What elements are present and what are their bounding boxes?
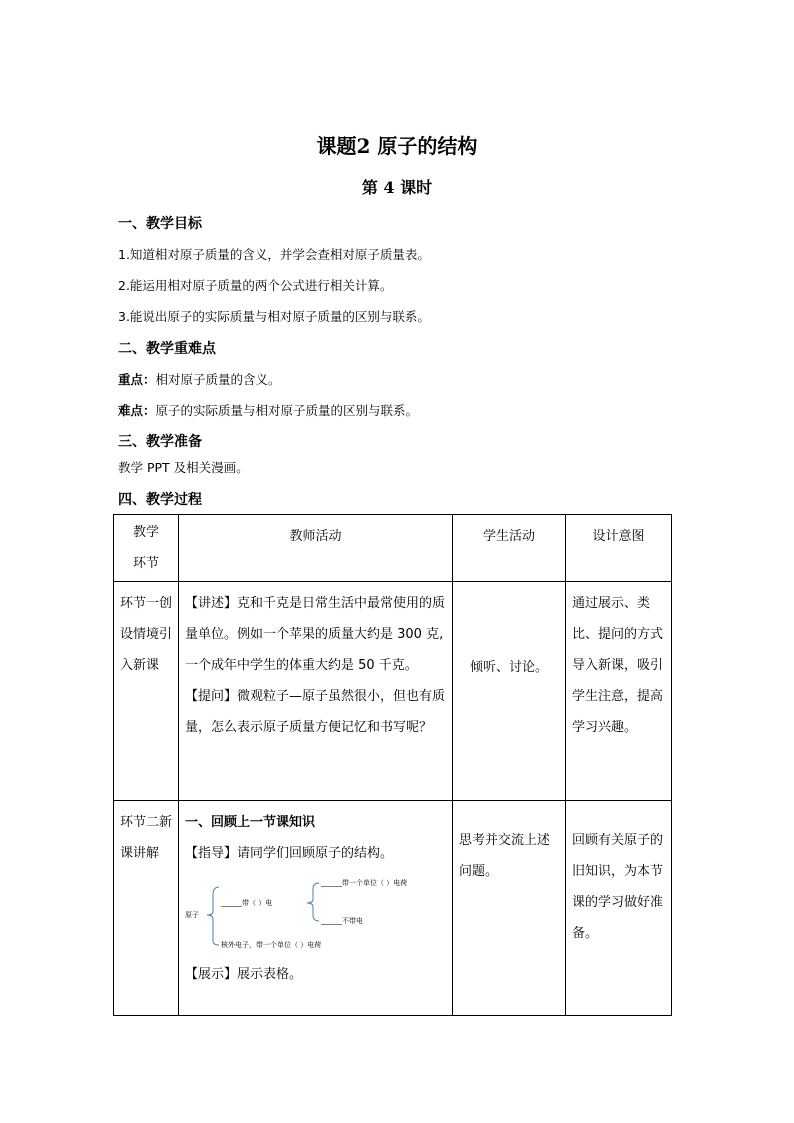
teacher-cell xyxy=(179,582,453,801)
intent-cell: 通过展示、类比、提问的方式导入新课，吸引学生注意，提高学习兴趣。 xyxy=(566,582,672,801)
teacher-paragraph: 【指导】请同学们回顾原子的结构。 xyxy=(185,846,394,861)
atom-structure-diagram xyxy=(185,875,425,955)
keypoints-heading: 二、教学重难点 xyxy=(118,341,216,357)
table-header: 设计意图 xyxy=(566,515,672,582)
diagram-atom-label: 原子 xyxy=(185,911,199,919)
student-cell: 倾听、讨论。 xyxy=(453,582,566,801)
diagram-proton-label: ______带一个单位（ ）电荷 xyxy=(321,879,408,887)
process-table xyxy=(113,514,672,1016)
stage-cell: 环节二新课讲解 xyxy=(114,801,179,1016)
difficult-point-label: 难点： xyxy=(118,403,156,418)
stage-cell: 环节一创设情境引入新课 xyxy=(114,582,179,801)
key-point xyxy=(118,370,281,388)
intent-cell: 回顾有关原子的旧知识，为本节课的学习做好准备。 xyxy=(566,801,672,1016)
goal-item: 3.能说出原子的实际质量与相对原子质量的区别与联系。 xyxy=(118,309,430,324)
teacher-subheading: 一、回顾上一节课知识 xyxy=(185,815,316,830)
diagram-neutron-label: ______不带电 xyxy=(321,917,363,925)
teacher-cell xyxy=(179,801,453,1016)
student-cell: 思考并交流上述问题。 xyxy=(453,801,566,1016)
teacher-paragraph: 【提问】微观粒子—原子虽然很小，但也有质量，怎么表示原子质量方便记忆和书写呢？ xyxy=(185,689,446,735)
table-row xyxy=(114,801,672,1016)
diagram-nucleus-label: ______带（ ）电 xyxy=(221,899,273,907)
teacher-paragraph: 【讲述】克和千克是日常生活中最常使用的质量单位。例如一个苹果的质量大约是 300 克,一个成年中学生的体重大约是 50 千克。 xyxy=(185,596,446,673)
diagram-electron-label: 核外电子，带一个单位（ ）电荷 xyxy=(221,941,322,949)
goal-item: 1.知道相对原子质量的含义，并学会查相对原子质量表。 xyxy=(118,247,430,262)
goals-heading: 一、教学目标 xyxy=(118,216,202,232)
page-title: 课题2 原子的结构 xyxy=(316,134,478,158)
teacher-paragraph: 【展示】展示表格。 xyxy=(185,967,303,982)
table-row xyxy=(114,582,672,801)
process-heading: 四、教学过程 xyxy=(118,492,202,508)
table-header: 教学环节 xyxy=(114,515,179,582)
key-point-text: 相对原子质量的含义。 xyxy=(155,372,281,387)
table-header: 学生活动 xyxy=(453,515,566,582)
key-point-label: 重点： xyxy=(118,372,156,387)
table-header-row xyxy=(114,515,672,582)
prep-heading: 三、教学准备 xyxy=(118,434,202,450)
table-header: 教师活动 xyxy=(179,515,453,582)
page-subtitle: 第 4 课时 xyxy=(361,178,433,197)
prep-text: 教学 PPT 及相关漫画。 xyxy=(118,460,249,475)
difficult-point xyxy=(118,401,418,419)
goal-item: 2.能运用相对原子质量的两个公式进行相关计算。 xyxy=(118,278,393,293)
difficult-point-text: 原子的实际质量与相对原子质量的区别与联系。 xyxy=(155,403,419,418)
